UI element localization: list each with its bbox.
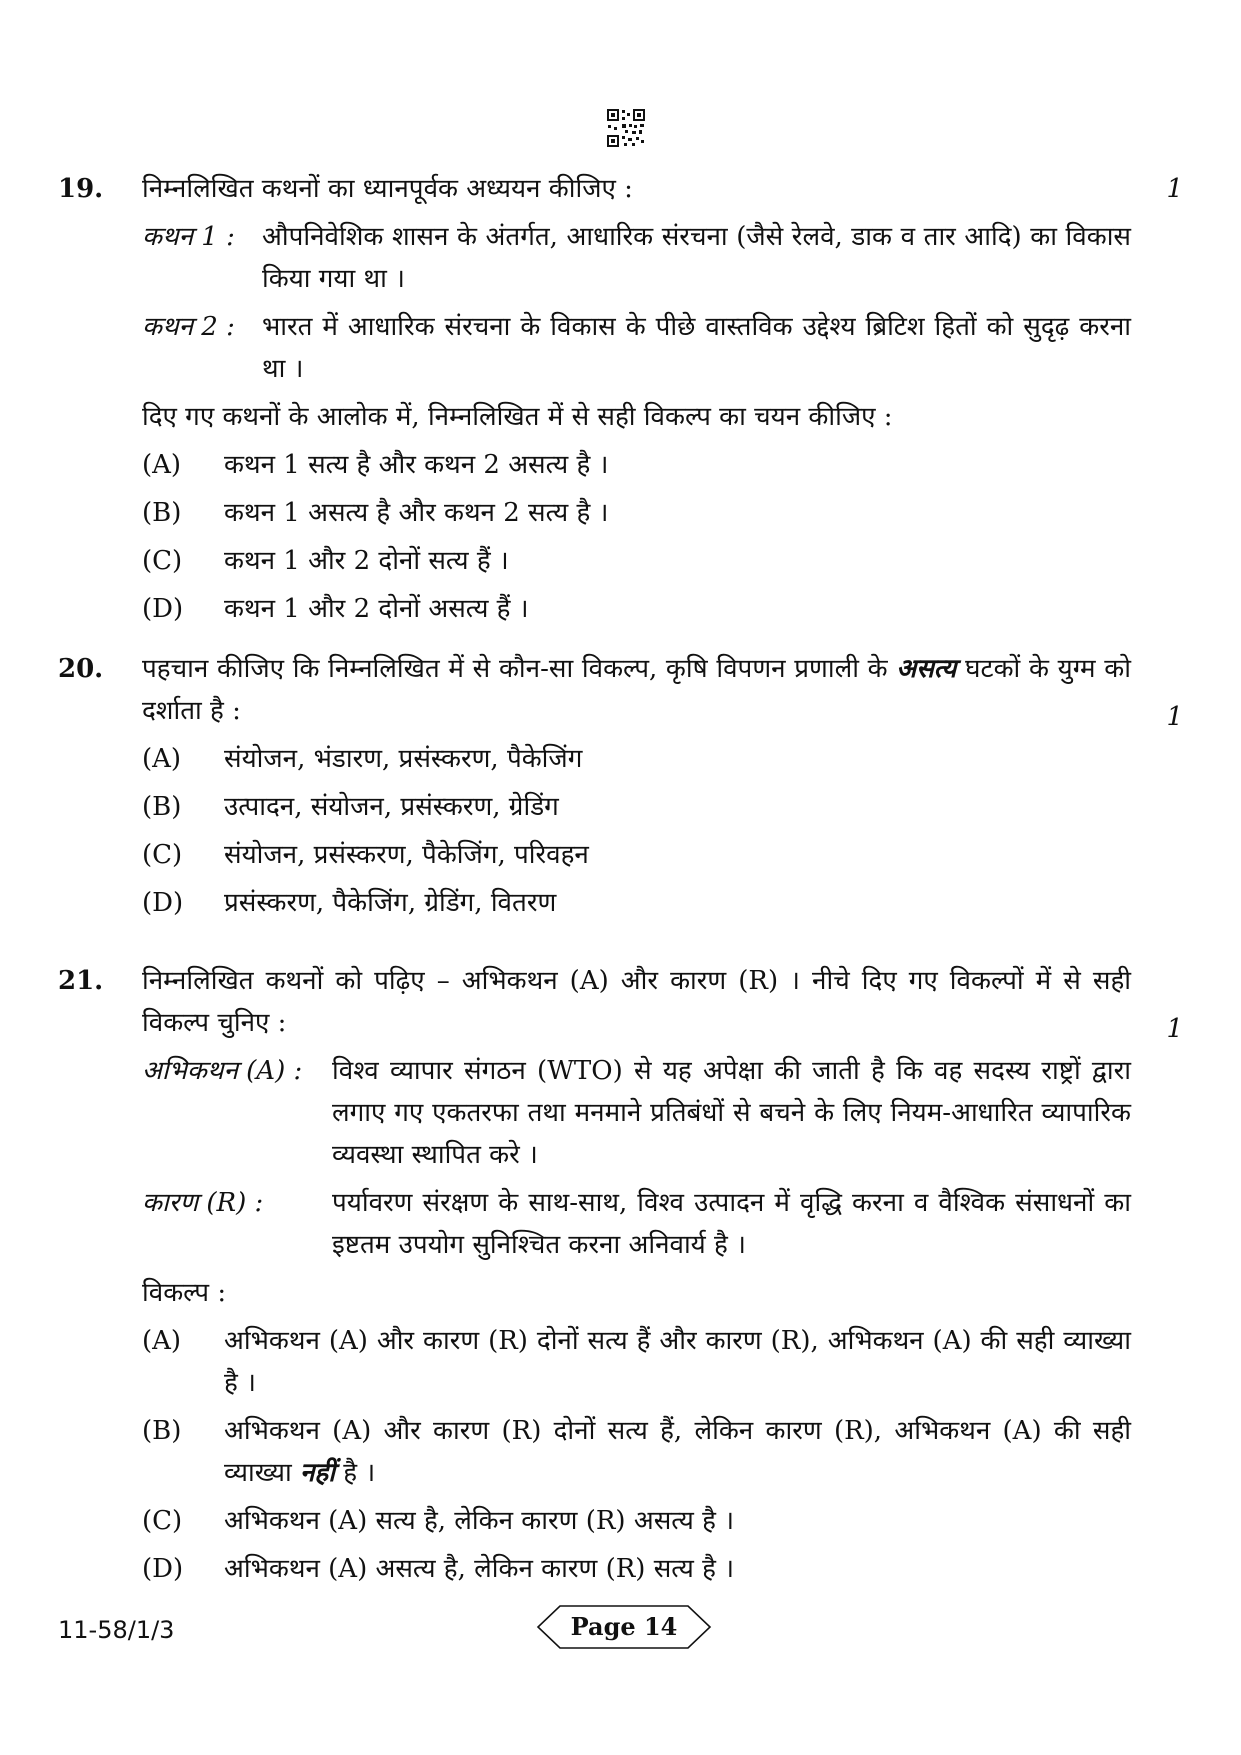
- qr-code-icon: [606, 108, 646, 148]
- statement-label: अभिकथन (A) :: [142, 1056, 303, 1086]
- question-20: [58, 648, 1183, 938]
- option-c: [142, 834, 1131, 876]
- option-text: कथन 1 और 2 दोनों असत्य हैं ।: [224, 594, 529, 624]
- statement-2: [142, 306, 1131, 390]
- question-number: 21.: [58, 966, 104, 996]
- question-marks: 1: [1166, 174, 1183, 204]
- question-body: [142, 960, 1131, 1596]
- statement-label: कथन 2 :: [142, 312, 235, 342]
- option-text: उत्पादन, संयोजन, प्रसंस्करण, ग्रेडिंग: [224, 792, 559, 822]
- assertion: [142, 1050, 1131, 1176]
- statement-1: [142, 216, 1131, 300]
- option-a: [142, 1320, 1131, 1404]
- option-text-part: अभिकथन (A) और कारण (R) दोनों सत्य हैं, लेकिन कारण (R), अभिकथन (A) की सही व्याख्या: [224, 1416, 1131, 1488]
- statement-text: औपनिवेशिक शासन के अंतर्गत, आधारिक संरचना (जैसे रेलवे, डाक व तार आदि) का विकास किया गया था ।: [262, 222, 1131, 294]
- page-number-tag: [536, 1604, 712, 1650]
- reason: [142, 1182, 1131, 1266]
- statement-label: कथन 1 :: [142, 222, 235, 252]
- option-text: कथन 1 और 2 दोनों सत्य हैं ।: [224, 546, 509, 576]
- statement-label: कारण (R) :: [142, 1188, 264, 1218]
- question-21: [58, 960, 1183, 1584]
- question-instruction: दिए गए कथनों के आलोक में, निम्नलिखित में से सही विकल्प का चयन कीजिए :: [142, 402, 893, 432]
- question-number: 20.: [58, 654, 104, 684]
- question-marks: 1: [1166, 702, 1183, 732]
- option-text: संयोजन, प्रसंस्करण, पैकेजिंग, परिवहन: [224, 840, 589, 870]
- option-label: (D): [142, 594, 184, 624]
- question-intro: निम्नलिखित कथनों को पढ़िए – अभिकथन (A) और कारण (R) । नीचे दिए गए विकल्पों में से सही विकल्प चुनिए :: [142, 966, 1131, 1038]
- option-text: कथन 1 सत्य है और कथन 2 असत्य है ।: [224, 450, 609, 480]
- option-a: [142, 738, 1131, 780]
- option-label: (A): [142, 1326, 182, 1356]
- option-b: [142, 1410, 1131, 1494]
- option-label: (B): [142, 792, 182, 822]
- option-text: अभिकथन (A) सत्य है, लेकिन कारण (R) असत्य है ।: [224, 1506, 735, 1536]
- option-text: अभिकथन (A) और कारण (R) दोनों सत्य हैं और कारण (R), अभिकथन (A) की सही व्याख्या है ।: [224, 1326, 1131, 1398]
- option-text: प्रसंस्करण, पैकेजिंग, ग्रेडिंग, वितरण: [224, 888, 557, 918]
- option-b: [142, 492, 1131, 534]
- option-text: संयोजन, भंडारण, प्रसंस्करण, पैकेजिंग: [224, 744, 583, 774]
- paper-code: 11-58/1/3: [58, 1616, 175, 1644]
- statement-text: विश्व व्यापार संगठन (WTO) से यह अपेक्षा की जाती है कि वह सदस्य राष्ट्रों द्वारा लगाए गए एकतरफा तथा मनमाने प्रतिबंधों से बचने के लिए नियम-आधारित व्यापारिक व्यवस्था स्थापित करे ।: [332, 1056, 1131, 1170]
- option-c: [142, 1500, 1131, 1542]
- option-label: (C): [142, 840, 183, 870]
- option-label: (B): [142, 1416, 182, 1446]
- question-intro: [142, 648, 1131, 732]
- option-label: (C): [142, 546, 183, 576]
- option-label: (A): [142, 450, 182, 480]
- option-a: [142, 444, 1131, 486]
- question-intro: निम्नलिखित कथनों का ध्यानपूर्वक अध्ययन कीजिए :: [142, 174, 633, 204]
- statement-text: पर्यावरण संरक्षण के साथ-साथ, विश्व उत्पादन में वृद्धि करना व वैश्विक संसाधनों का इष्टतम उपयोग सुनिश्चित करना अनिवार्य है ।: [332, 1188, 1131, 1260]
- option-label: (B): [142, 498, 182, 528]
- option-b: [142, 786, 1131, 828]
- question-number: 19.: [58, 174, 104, 204]
- statement-text: भारत में आधारिक संरचना के विकास के पीछे वास्तविक उद्देश्य ब्रिटिश हितों को सुदृढ़ करना था ।: [262, 312, 1131, 384]
- option-emphasis: नहीं: [300, 1458, 335, 1488]
- option-text-part: है ।: [334, 1458, 376, 1488]
- option-text: [224, 1410, 1131, 1494]
- intro-text: घटकों के युग्म को दर्शाता है :: [142, 654, 1131, 726]
- option-text: अभिकथन (A) असत्य है, लेकिन कारण (R) सत्य है ।: [224, 1554, 735, 1584]
- page-number: Page 14: [570, 1612, 678, 1641]
- option-d: [142, 882, 1131, 924]
- question-body: [142, 168, 1131, 636]
- option-label: (D): [142, 888, 184, 918]
- question-marks: 1: [1166, 1014, 1183, 1044]
- option-label: (C): [142, 1506, 183, 1536]
- intro-emphasis: असत्य: [896, 654, 957, 684]
- intro-text: पहचान कीजिए कि निम्नलिखित में से कौन-सा विकल्प, कृषि विपणन प्रणाली के: [142, 654, 897, 684]
- option-label: (A): [142, 744, 182, 774]
- option-d: [142, 1548, 1131, 1590]
- option-text: कथन 1 असत्य है और कथन 2 सत्य है ।: [224, 498, 609, 528]
- question-body: [142, 648, 1131, 930]
- option-label: (D): [142, 1554, 184, 1584]
- option-c: [142, 540, 1131, 582]
- option-d: [142, 588, 1131, 630]
- question-19: [58, 168, 1183, 624]
- options-heading: विकल्प :: [142, 1278, 227, 1308]
